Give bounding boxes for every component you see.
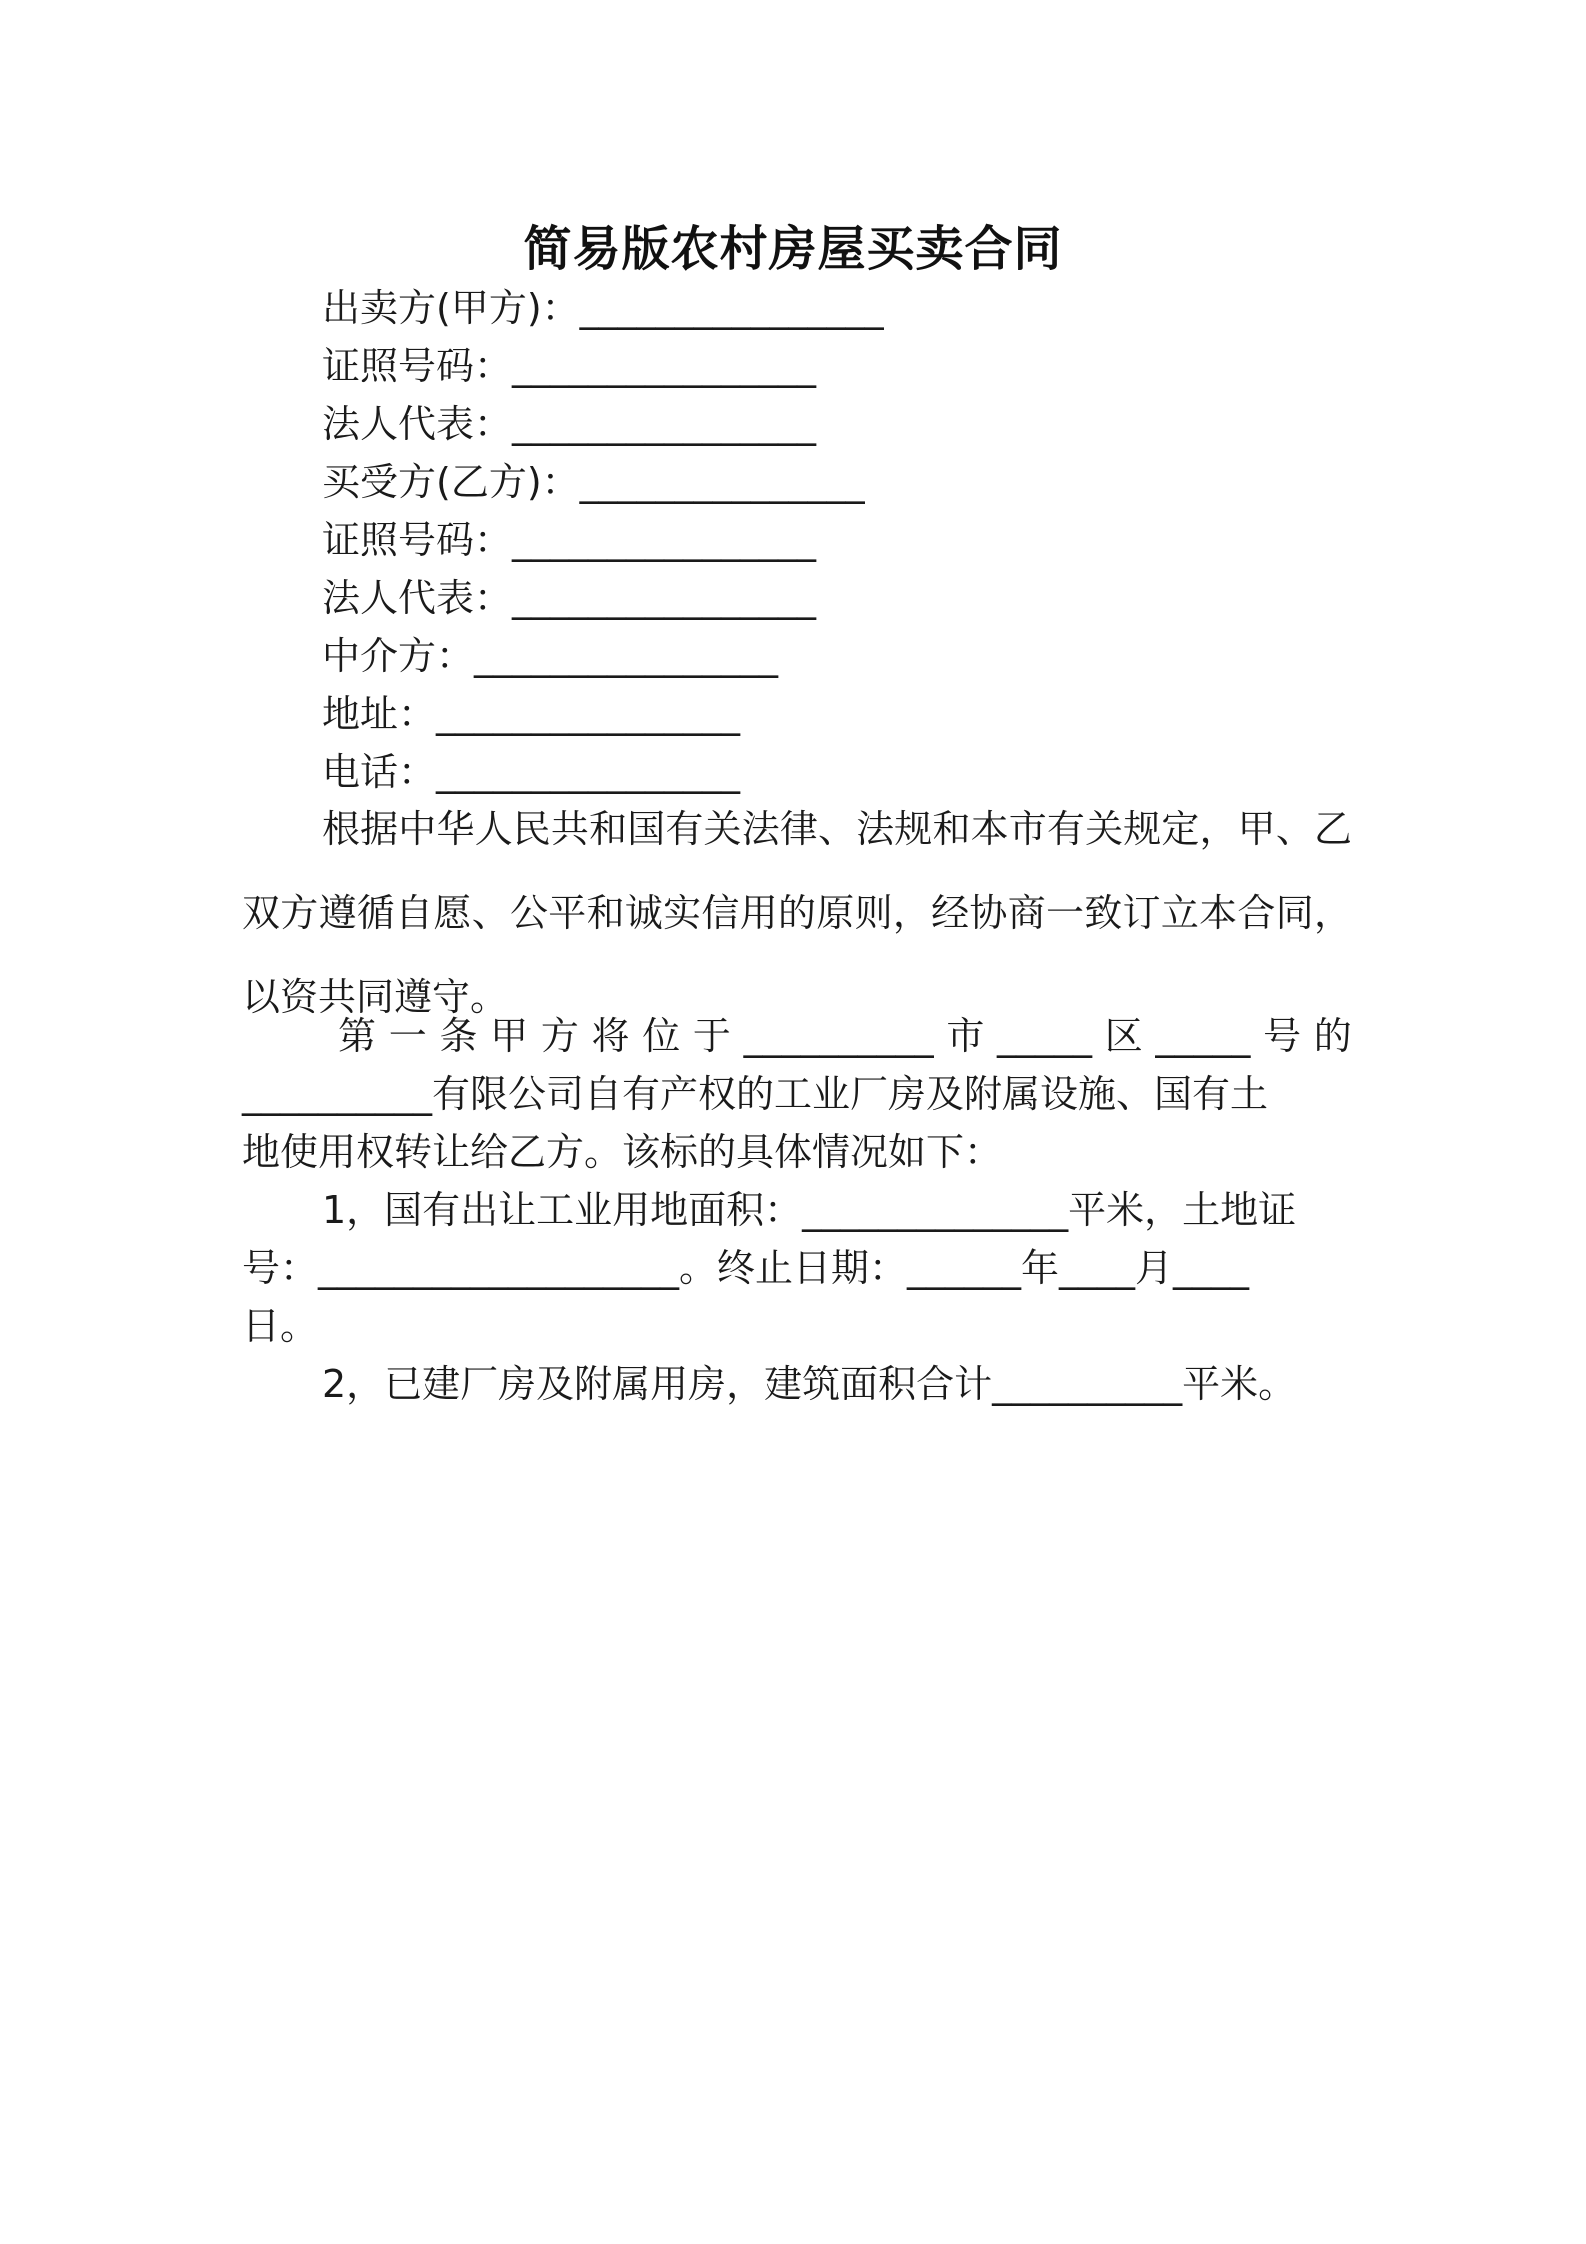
buyer-field: [322, 458, 865, 506]
article-1-tokens: [338, 1012, 1352, 1060]
article-1-token: 的: [1313, 1014, 1352, 1058]
seller-label: 出卖方(甲方)：: [322, 286, 580, 330]
agent-label: 中介方：: [322, 634, 475, 678]
seller-license-blank[interactable]: ________________: [512, 344, 817, 388]
seller-rep-label: 法人代表：: [322, 402, 513, 446]
buyer-license-field: [322, 516, 816, 564]
article-1-token: 将: [591, 1014, 630, 1058]
item-1-line-1: 1，国有出让工业用地面积：______________平米，土地证: [322, 1188, 1297, 1232]
phone-blank[interactable]: ________________: [436, 750, 741, 794]
article-1-token: 市: [946, 1014, 985, 1058]
buyer-rep-field: [322, 574, 816, 622]
article-1-token: 甲: [490, 1014, 529, 1058]
item-2-line-1: 2，已建厂房及附属用房，建筑面积合计__________平米。: [322, 1362, 1297, 1406]
seller-field: [322, 284, 884, 332]
item-1-line-2: 号：___________________。终止日期：______年____月____: [242, 1246, 1250, 1290]
buyer-label: 买受方(乙方)：: [322, 460, 580, 504]
phone-label: 电话：: [322, 750, 437, 794]
buyer-license-label: 证照号码：: [322, 518, 513, 562]
agent-field: [322, 632, 778, 680]
article-1-token: 条: [439, 1014, 478, 1058]
preamble-paragraph: 根据中华人民共和国有关法律、法规和本市有关规定，甲、乙双方遵循自愿、公平和诚实信用的原则，经协商一致订立本合同，以资共同遵守。: [242, 807, 1352, 1019]
contract-title: 简易版农村房屋买卖合同: [523, 221, 1063, 277]
article-1-blank[interactable]: __________: [743, 1014, 934, 1058]
buyer-blank[interactable]: _______________: [579, 460, 865, 504]
address-label: 地址：: [322, 692, 437, 736]
seller-blank[interactable]: ________________: [579, 286, 884, 330]
article-1-line-2: __________有限公司自有产权的工业厂房及附属设施、国有土: [242, 1072, 1269, 1116]
buyer-license-blank[interactable]: ________________: [512, 518, 817, 562]
article-1-token: 区: [1104, 1014, 1143, 1058]
agent-blank[interactable]: ________________: [474, 634, 779, 678]
article-1-line-1: [242, 1012, 1352, 1060]
article-1-token: 一: [388, 1014, 427, 1058]
address-field: [322, 690, 740, 738]
buyer-rep-blank[interactable]: ________________: [512, 576, 817, 620]
article-1-blank[interactable]: _____: [997, 1014, 1093, 1058]
address-blank[interactable]: ________________: [436, 692, 741, 736]
article-1-line-3: 地使用权转让给乙方。该标的具体情况如下：: [242, 1130, 1003, 1174]
seller-rep-field: [322, 400, 816, 448]
article-1-token: 第: [338, 1014, 377, 1058]
article-1-blank[interactable]: _____: [1155, 1014, 1251, 1058]
seller-rep-blank[interactable]: ________________: [512, 402, 817, 446]
article-1-token: 位: [642, 1014, 681, 1058]
buyer-rep-label: 法人代表：: [322, 576, 513, 620]
seller-license-label: 证照号码：: [322, 344, 513, 388]
article-1-token: 号: [1263, 1014, 1302, 1058]
item-1-line-3: 日。: [242, 1304, 319, 1348]
article-1-token: 于: [692, 1014, 731, 1058]
article-1-token: 方: [540, 1014, 579, 1058]
seller-license-field: [322, 342, 816, 390]
